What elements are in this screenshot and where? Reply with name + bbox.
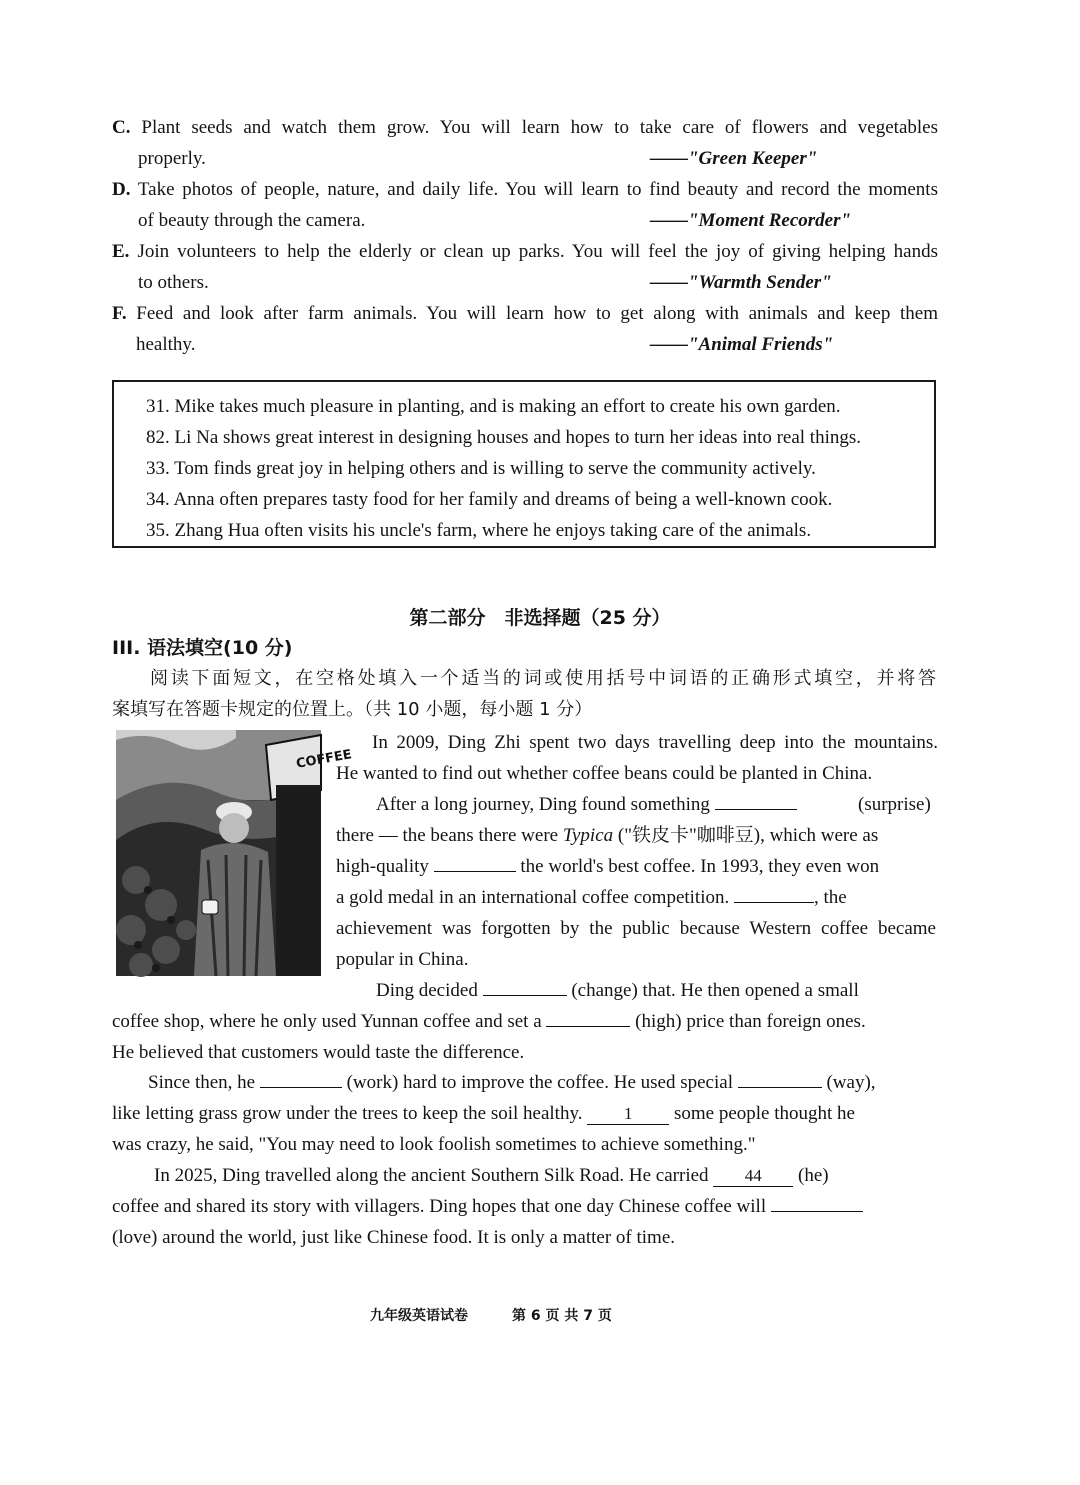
question-32: 82. Li Na shows great interest in designing houses and hopes to turn her ideas into real things. <box>146 427 862 448</box>
option-title: ——"Animal Friends" <box>650 334 834 355</box>
answer-blank-45[interactable] <box>771 1211 863 1212</box>
answer-blank-38[interactable] <box>734 902 814 903</box>
passage-line: a gold medal in an international coffee competition. , the <box>336 887 847 908</box>
option-letter: D. <box>112 179 131 200</box>
answer-blank-39[interactable] <box>483 995 567 996</box>
question-31: 31. Mike takes much pleasure in planting, and is making an effort to create his own garden. <box>146 396 841 417</box>
passage-line: After a long journey, Ding found something <box>376 791 797 819</box>
instruction-line: 案填写在答题卡规定的位置上。（共 10 小题，每小题 1 分） <box>112 699 593 720</box>
footer-page-number: 第 6 页 共 7 页 <box>512 1308 612 1324</box>
coffee-farmer-illustration <box>116 730 354 976</box>
passage-line: He believed that customers would taste the difference. <box>112 1042 525 1063</box>
question-35: 35. Zhang Hua often visits his uncle's farm, where he enjoys taking care of the animals. <box>146 520 812 541</box>
passage-line: was crazy, he said, "You may need to look foolish sometimes to achieve something." <box>112 1134 756 1155</box>
answer-blank-44[interactable]: 44 <box>713 1166 793 1187</box>
question-34: 34. Anna often prepares tasty food for her family and dreams of being a well-known cook. <box>146 489 833 510</box>
passage-line: popular in China. <box>336 949 469 970</box>
footer-paper-name: 九年级英语试卷 <box>370 1308 468 1324</box>
passage-line: Ding decided (change) that. He then opened a small <box>376 980 859 1001</box>
option-title: ——"Moment Recorder" <box>650 210 852 231</box>
typica-term: Typica <box>562 825 614 846</box>
passage-line: achievement was forgotten by the public because Western coffee became <box>336 918 936 939</box>
answer-blank-36[interactable] <box>715 809 797 810</box>
passage-line: Since then, he (work) hard to improve the coffee. He used special (way), <box>148 1072 876 1093</box>
passage-line: In 2025, Ding travelled along the ancient Southern Silk Road. He carried 44 (he) <box>154 1165 829 1186</box>
option-letter: E. <box>112 241 130 262</box>
option-text: properly. <box>138 148 206 169</box>
answer-blank-42[interactable] <box>738 1087 822 1088</box>
option-title: ——"Green Keeper" <box>650 148 818 169</box>
option-text: to others. <box>138 272 209 293</box>
answer-blank-43[interactable]: 1 <box>587 1104 669 1125</box>
section-heading: III. 语法填空(10 分) <box>112 637 293 659</box>
passage-line: there — the beans there were Typica ("铁皮卡"咖啡豆), which were as <box>336 825 879 846</box>
passage-hint: (surprise) <box>858 794 931 815</box>
passage-line: In 2009, Ding Zhi spent two days travelling deep into the mountains. <box>372 732 938 753</box>
option-text: Plant seeds and watch them grow. You will learn how to take care of flowers and vegetables <box>141 117 938 138</box>
coffee-sign: COFFEE <box>295 747 354 772</box>
question-33: 33. Tom finds great joy in helping others and is willing to serve the community actively. <box>146 458 816 479</box>
passage-line: coffee and shared its story with villagers. Ding hopes that one day Chinese coffee will <box>112 1193 863 1221</box>
option-text: Feed and look after farm animals. You will learn how to get along with animals and keep them <box>136 303 939 324</box>
passage-line: (love) around the world, just like Chinese food. It is only a matter of time. <box>112 1227 676 1248</box>
passage-line: high-quality the world's best coffee. In 1993, they even won <box>336 856 880 877</box>
option-text: of beauty through the camera. <box>138 210 366 231</box>
answer-blank-41[interactable] <box>260 1087 342 1088</box>
option-letter: F. <box>112 303 127 324</box>
part-heading: 第二部分 非选择题（25 分） <box>409 607 671 629</box>
passage-line: like letting grass grow under the trees to keep the soil healthy. 1 some people thought he <box>112 1103 855 1124</box>
passage-line: He wanted to find out whether coffee beans could be planted in China. <box>336 763 873 784</box>
option-text: Join volunteers to help the elderly or clean up parks. You will feel the joy of giving helping hands <box>137 241 939 262</box>
option-title: ——"Warmth Sender" <box>650 272 832 293</box>
passage-line: coffee shop, where he only used Yunnan coffee and set a (high) price than foreign ones. <box>112 1011 866 1032</box>
option-text: healthy. <box>136 334 196 355</box>
answer-blank-40[interactable] <box>546 1026 630 1027</box>
option-letter: C. <box>112 117 131 138</box>
instruction-line: 阅读下面短文，在空格处填入一个适当的词或使用括号中词语的正确形式填空，并将答 <box>150 668 936 689</box>
answer-blank-37[interactable] <box>434 871 516 872</box>
option-text: Take photos of people, nature, and daily life. You will learn to find beauty and record the moments <box>137 179 938 200</box>
